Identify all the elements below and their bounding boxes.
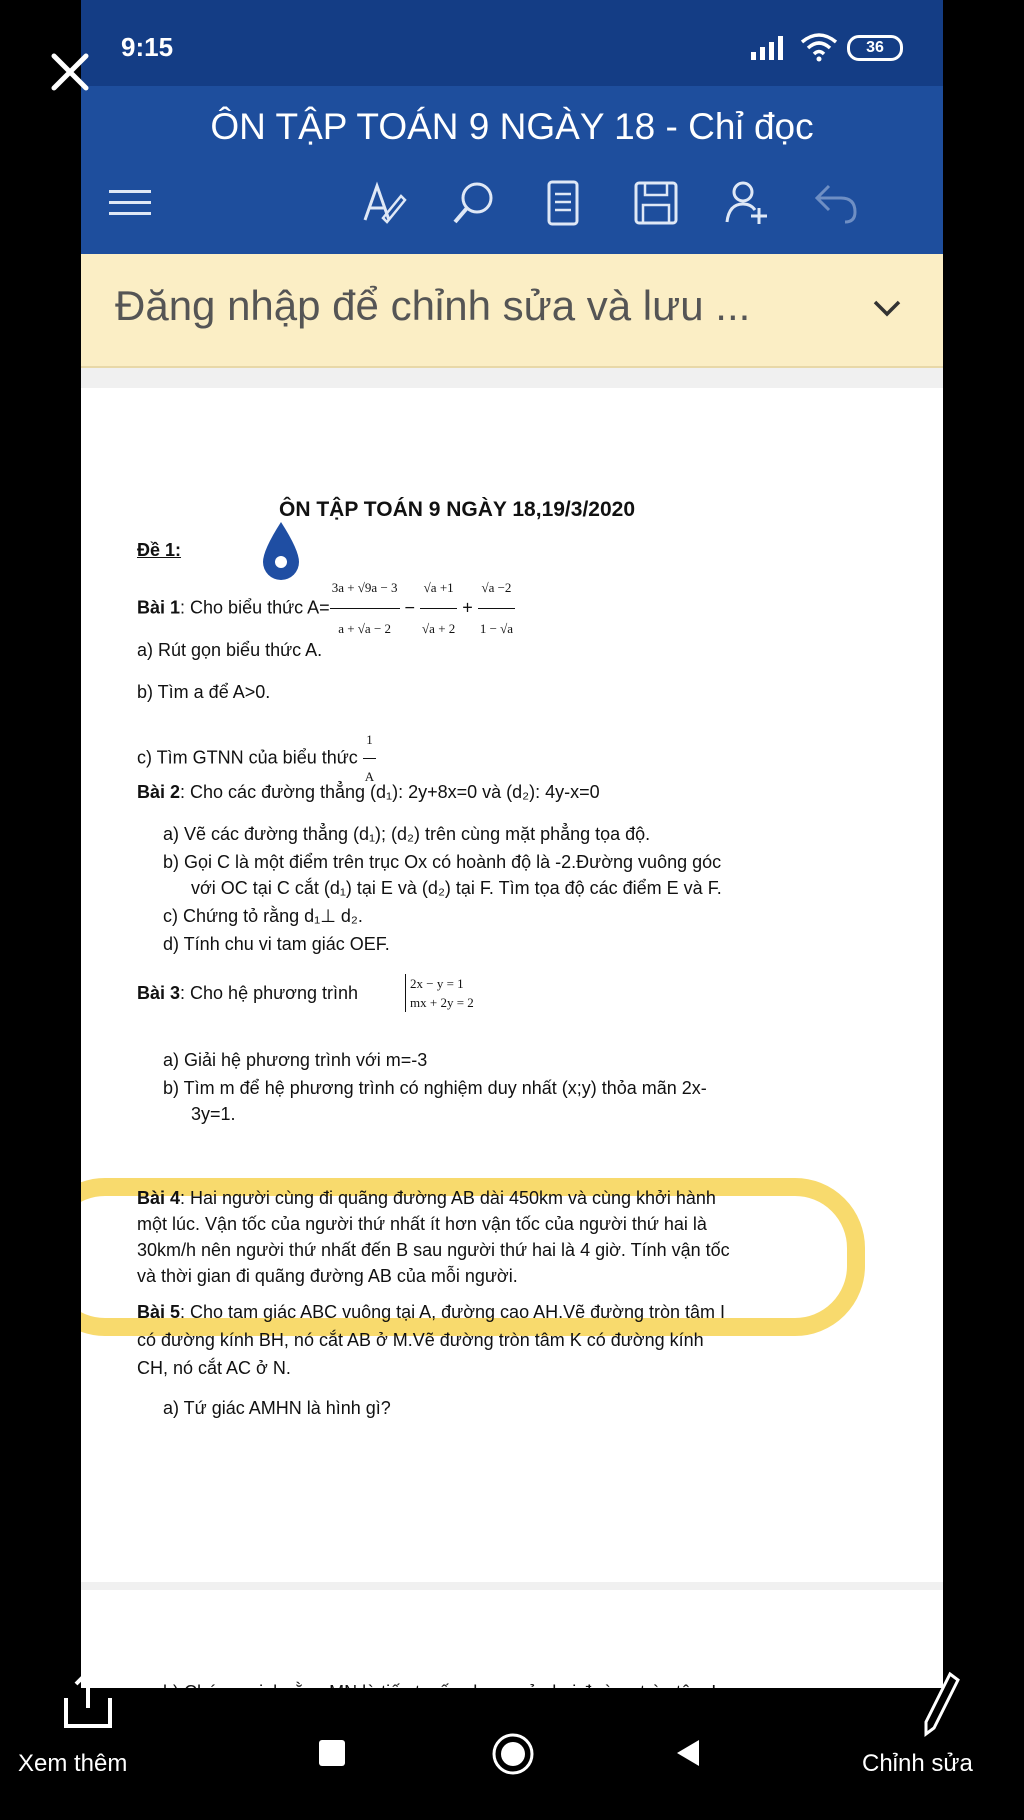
- edit-label[interactable]: Chỉnh sửa: [862, 1750, 973, 1777]
- wifi-icon: [800, 32, 838, 62]
- draw-icon[interactable]: [359, 178, 409, 228]
- back-icon[interactable]: [673, 1738, 703, 1768]
- navigation-bar: [81, 1688, 943, 1820]
- bai1-line: Bài 1: Cho biểu thức A= $\frac{3a + √9a - 3}{a + √a - 2}$ − $\frac{√a +1}{√a + 2}$ + $\frac{√a -2}{1 - √a}$: [137, 568, 515, 649]
- bai5-label: Bài 5: [137, 1302, 181, 1322]
- bai1-fraction-1: $\frac{3a + √9a - 3}{a + √a - 2}$: [330, 568, 400, 649]
- bai4-line2: một lúc. Vận tốc của người thứ nhất ít hơn vận tốc của người thứ hai là: [137, 1214, 707, 1234]
- bai2-d: d) Tính chu vi tam giác OEF.: [163, 934, 390, 954]
- pen-icon[interactable]: [920, 1670, 960, 1740]
- phone-screen: [81, 0, 943, 1820]
- bai1-fraction-3: $\frac{√a -2}{1 - √a}$: [478, 568, 515, 649]
- close-icon[interactable]: [50, 52, 90, 92]
- bai2-c: c) Chứng tỏ rằng d₁⊥ d₂.: [163, 906, 363, 926]
- share-person-icon[interactable]: [721, 178, 771, 228]
- bai3-label: Bài 3: [137, 983, 181, 1003]
- home-icon[interactable]: [491, 1732, 535, 1776]
- document-heading: ÔN TẬP TOÁN 9 NGÀY 18,19/3/2020: [279, 498, 635, 521]
- bai5-line1: [137, 1302, 725, 1323]
- status-time: 9:15: [121, 32, 174, 62]
- battery-indicator: 36: [847, 35, 903, 61]
- bai1-text: : Cho biểu thức A=: [180, 597, 330, 618]
- recent-apps-icon[interactable]: [317, 1738, 347, 1768]
- bai4-text-1: : Hai người cùng đi quãng đường AB dài 450km và cùng khởi hành: [180, 1188, 716, 1208]
- bai2-a: a) Vẽ các đường thẳng (d₁); (d₂) trên cùng mặt phẳng tọa độ.: [163, 824, 651, 844]
- bai5-a: a) Tứ giác AMHN là hình gì?: [163, 1398, 391, 1418]
- reading-view-icon[interactable]: [539, 178, 589, 228]
- bai4-line1: [137, 1188, 716, 1209]
- bai2-b2: với OC tại C cắt (d₁) tại E và (d₂) tại F. Tìm tọa độ các điểm E và F.: [191, 878, 722, 898]
- bai2-b1: b) Gọi C là một điểm trên trục Ox có hoành độ là -2.Đường vuông góc: [163, 852, 722, 872]
- bai3-eq1: 2x − y = 1: [410, 976, 464, 991]
- de-label: Đề 1:: [137, 540, 182, 560]
- bai3-system: [405, 974, 474, 1012]
- save-icon[interactable]: [631, 178, 681, 228]
- see-more-label[interactable]: Xem thêm: [18, 1750, 128, 1777]
- signal-icon: [751, 36, 783, 60]
- search-icon[interactable]: [449, 178, 499, 228]
- document-page: [81, 388, 943, 1582]
- bai5-line3: CH, nó cắt AC ở N.: [137, 1358, 291, 1378]
- bai3-b1: b) Tìm m để hệ phương trình có nghiệm duy nhất (x;y) thỏa mãn 2x-: [163, 1078, 707, 1098]
- status-bar: [81, 0, 943, 86]
- bai1-a: a) Rút gọn biểu thức A.: [137, 640, 323, 660]
- bai4-label: Bài 4: [137, 1188, 181, 1208]
- bai5-line2: có đường kính BH, nó cắt AB ở M.Vẽ đường tròn tâm K có đường kính: [137, 1330, 704, 1350]
- bai1-fraction-2: $\frac{√a +1}{√a + 2}$: [420, 568, 457, 649]
- bai3-eq2: mx + 2y = 2: [410, 995, 474, 1010]
- document-title: ÔN TẬP TOÁN 9 NGÀY 18 - Chỉ đọc: [210, 106, 814, 147]
- bai3-line: [137, 982, 358, 1004]
- bai1-c: c) Tìm GTNN của biểu thức: [137, 747, 358, 768]
- menu-icon[interactable]: [105, 178, 155, 228]
- share-icon[interactable]: [60, 1668, 116, 1732]
- sign-in-banner[interactable]: [81, 254, 943, 368]
- bai2-label: Bài 2: [137, 782, 181, 802]
- bai1-b: b) Tìm a để A>0.: [137, 682, 271, 702]
- chevron-down-icon[interactable]: [871, 292, 903, 324]
- bai3-b2: 3y=1.: [191, 1104, 236, 1124]
- bai5-text-1: : Cho tam giác ABC vuông tại A, đường cao AH.Vẽ đường tròn tâm I: [180, 1302, 726, 1322]
- bai4-line4: và thời gian đi quãng đường AB của mỗi người.: [137, 1266, 518, 1286]
- bai1-label: Bài 1: [137, 597, 181, 618]
- toolbar: [81, 160, 943, 250]
- banner-text: Đăng nhập để chỉnh sửa và lưu ...: [115, 282, 751, 329]
- document-area[interactable]: [81, 368, 943, 1688]
- bai3-a: a) Giải hệ phương trình với m=-3: [163, 1050, 428, 1070]
- bai1-c-fraction: $\frac{1}{A}$: [363, 722, 376, 795]
- bai2-line: [137, 782, 600, 803]
- undo-icon[interactable]: [811, 178, 861, 228]
- bai2-text: : Cho các đường thẳng (d₁): 2y+8x=0 và (d₂): 4y-x=0: [180, 782, 600, 802]
- bai3-text: : Cho hệ phương trình: [180, 983, 358, 1003]
- bai4-line3: 30km/h nên người thứ nhất đến B sau người thứ hai là 4 giờ. Tính vận tốc: [137, 1240, 730, 1260]
